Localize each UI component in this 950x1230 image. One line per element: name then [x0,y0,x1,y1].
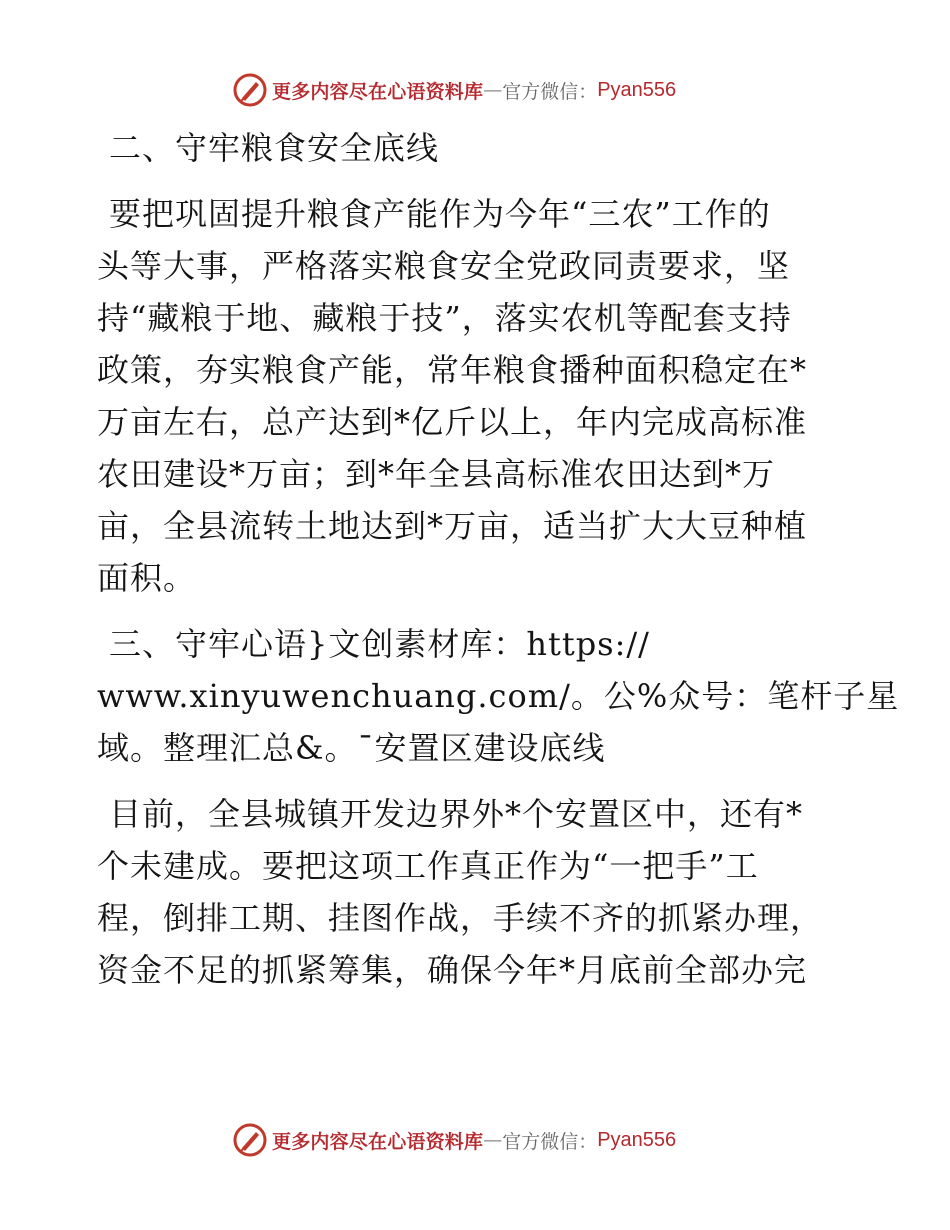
quill-logo-icon [232,72,268,108]
paragraph-line: 个未建成。要把这项工作真正作为“一把手”工 [97,847,759,885]
watermark-wechat-id: Pyan556 [597,78,677,101]
section-heading: www.xinyuwenchuang.com/。公%众号：笔杆子星 [97,677,900,715]
section-heading: 二、守牢粮食安全底线 [109,129,440,167]
watermark-prefix: 更多内容尽在心语资料库 [272,80,484,103]
header-watermark [232,70,752,110]
quill-logo-icon [232,1122,268,1158]
watermark-prefix: 更多内容尽在心语资料库 [272,1130,484,1153]
paragraph-line: 资金不足的抓紧筹集，确保今年*月底前全部办完 [97,951,808,989]
watermark-separator: — [483,1129,503,1151]
watermark-separator: — [483,79,503,101]
paragraph-line: 面积。 [97,559,197,597]
paragraph-line: 农田建设*万亩；到*年全县高标准农田达到*万 [97,455,776,493]
paragraph-line: 要把巩固提升粮食产能作为今年“三农”工作的 [109,195,771,233]
paragraph-line: 万亩左右，总产达到*亿斤以上，年内完成高标准 [97,403,808,441]
watermark-wechat-id: Pyan556 [597,1128,677,1151]
paragraph-line: 政策，夯实粮食产能，常年粮食播种面积稳定在* [97,351,808,389]
paragraph-line: 程，倒排工期、挂图作战，手续不齐的抓紧办理， [97,899,824,937]
paragraph-line: 亩，全县流转土地达到*万亩，适当扩大大豆种植 [97,507,808,545]
watermark-official-label: 官方微信： [502,80,598,103]
section-heading: 三、守牢心语}文创素材库：https:// [109,625,650,663]
paragraph-line: 目前，全县城镇开发边界外*个安置区中，还有* [109,795,804,833]
paragraph-line: 持“藏粮于地、藏粮于技”，落实农机等配套支持 [97,299,792,337]
document-body [97,122,900,996]
watermark-official-label: 官方微信： [502,1130,598,1153]
paragraph-line: 头等大事，严格落实粮食安全党政同责要求，坚 [97,247,791,285]
footer-watermark [232,1120,752,1160]
section-heading: 域。整理汇总&。¯安置区建设底线 [97,729,606,767]
